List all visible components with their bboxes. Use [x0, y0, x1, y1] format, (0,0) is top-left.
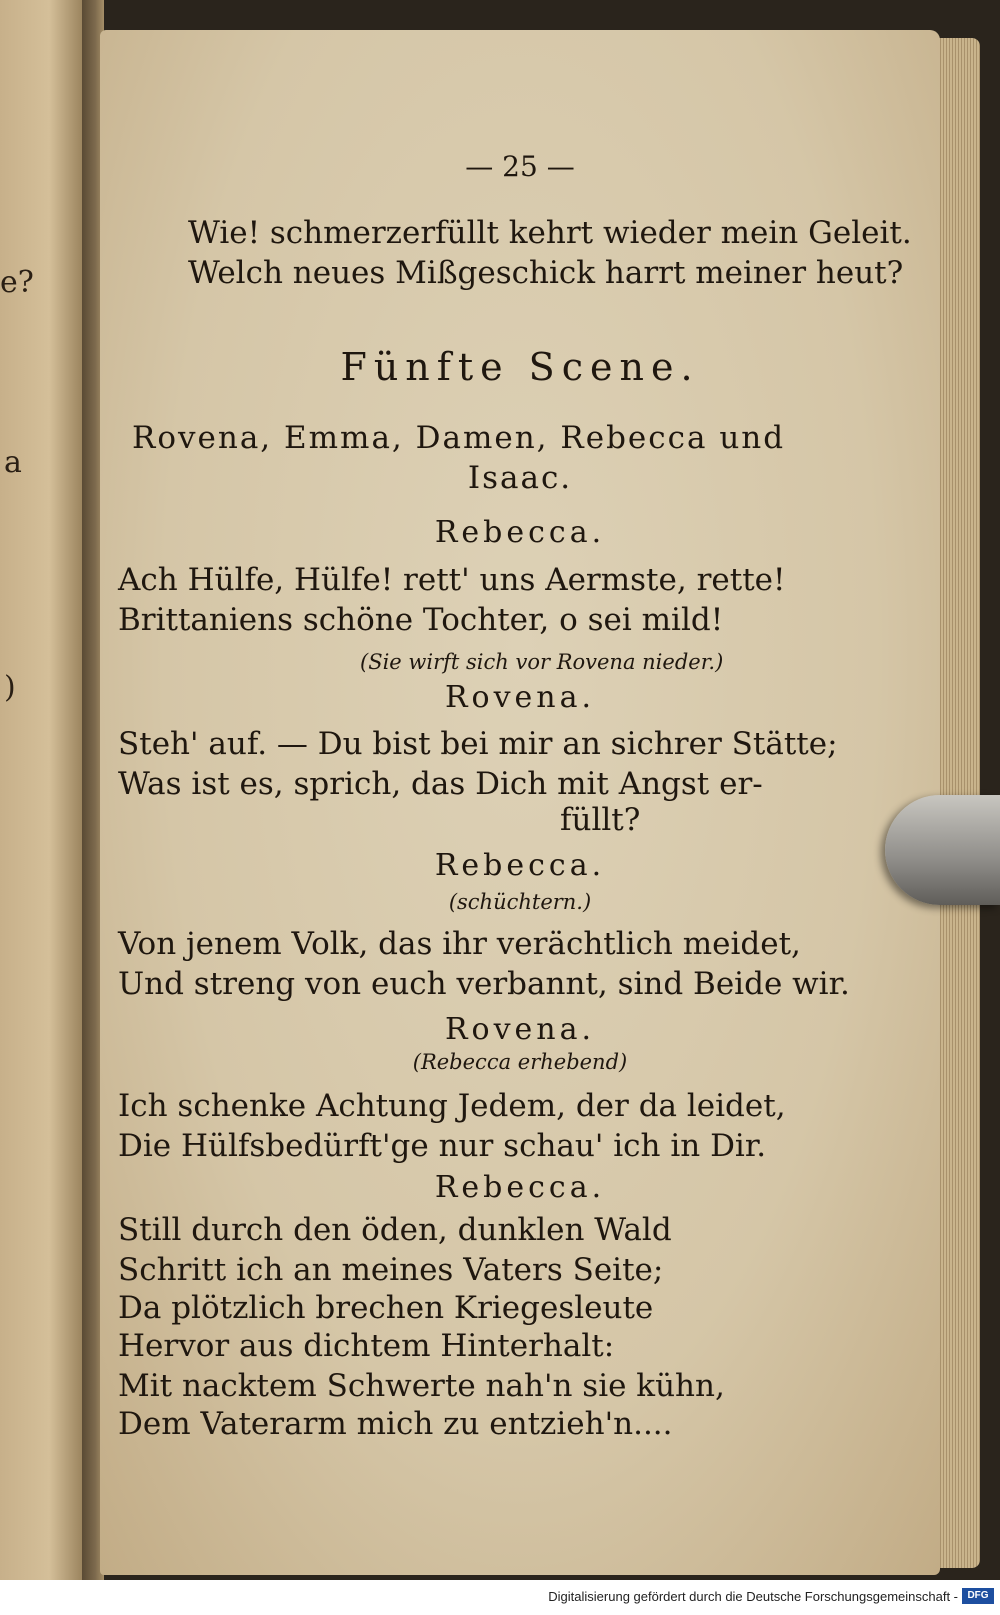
verse-line: Ach Hülfe, Hülfe! rett' uns Aermste, rette! — [118, 562, 786, 598]
left-page-fragment: e? — [0, 265, 34, 300]
speaker-name: Rebecca. — [434, 515, 606, 550]
verse-line: Da plötzlich brechen Kriegesleute — [118, 1290, 654, 1326]
stage-direction: (Rebecca erhebend) — [412, 1050, 628, 1074]
verse-continuation: füllt? — [560, 802, 641, 838]
stage-direction: (Sie wirft sich vor Rovena nieder.) — [360, 650, 724, 674]
speaker-name: Rovena. — [444, 1012, 596, 1047]
verse-line: Mit nacktem Schwerte nah'n sie kühn, — [118, 1368, 725, 1404]
digitization-footer — [0, 1580, 1000, 1615]
page-number: — 25 — — [465, 150, 575, 183]
verse-line: Von jenem Volk, das ihr verächtlich meidet, — [118, 926, 801, 962]
speaker-name: Rebecca. — [434, 1170, 606, 1205]
verse-line: Welch neues Mißgeschick harrt meiner heut? — [188, 255, 904, 291]
verse-line: Ich schenke Achtung Jedem, der da leidet, — [118, 1088, 786, 1124]
verse-line: Wie! schmerzerfüllt kehrt wieder mein Geleit. — [188, 215, 912, 251]
verse-line: Steh' auf. — Du bist bei mir an sichrer Stätte; — [118, 726, 838, 762]
verse-line: Die Hülfsbedürft'ge nur schau' ich in Dir. — [118, 1128, 767, 1164]
roles-line: Rovena, Emma, Damen, Rebecca und — [132, 420, 786, 456]
verse-line: Dem Vaterarm mich zu entzieh'n.... — [118, 1406, 673, 1442]
verse-line: Schritt ich an meines Vaters Seite; — [118, 1252, 664, 1288]
dfg-logo: DFG — [962, 1588, 994, 1604]
stage-direction: (schüchtern.) — [448, 890, 592, 914]
verse-line: Was ist es, sprich, das Dich mit Angst er- — [118, 766, 763, 802]
roles-line: Isaac. — [467, 460, 573, 496]
speaker-name: Rovena. — [444, 680, 596, 715]
left-page-fragment: ) — [4, 670, 16, 705]
verse-line: Brittaniens schöne Tochter, o sei mild! — [118, 602, 724, 638]
funding-notice: Digitalisierung gefördert durch die Deutsche Forschungsgemeinschaft - — [548, 1589, 958, 1604]
verse-line: Still durch den öden, dunklen Wald — [118, 1212, 672, 1248]
scene-title: Fünfte Scene. — [340, 345, 700, 389]
speaker-name: Rebecca. — [434, 848, 606, 883]
verse-line: Und streng von euch verbannt, sind Beide wir. — [118, 966, 850, 1002]
verse-line: Hervor aus dichtem Hinterhalt: — [118, 1328, 615, 1364]
left-page-fragment: a — [4, 445, 22, 480]
